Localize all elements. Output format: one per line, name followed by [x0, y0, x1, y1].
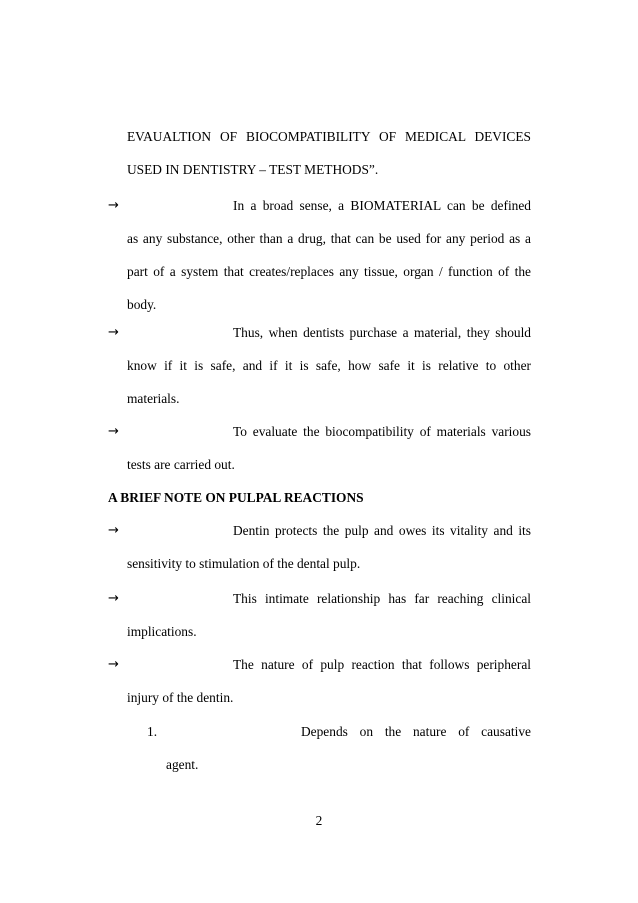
bullet-5-lead: This intimate relationship has far reaching clinical — [233, 591, 531, 606]
arrow-icon: → — [108, 325, 119, 340]
section-heading: A BRIEF NOTE ON PULPAL REACTIONS — [108, 490, 364, 505]
page-number: 2 — [315, 813, 323, 828]
arrow-icon: → — [108, 657, 119, 672]
bullet-2-line-1: know if it is safe, and if it is safe, how safe it is relative to other — [127, 358, 531, 373]
bullet-3-lead: To evaluate the biocompatibility of materials various — [233, 424, 531, 439]
title-line-1: EVAUALTION OF BIOCOMPATIBILITY OF MEDICAL DEVICES — [127, 129, 531, 144]
title-line-2: USED IN DENTISTRY – TEST METHODS”. — [127, 162, 379, 177]
bullet-2-lead: Thus, when dentists purchase a material, they should — [233, 325, 531, 340]
arrow-icon: → — [108, 198, 119, 213]
bullet-6-last: injury of the dentin. — [127, 690, 234, 705]
bullet-4-lead: Dentin protects the pulp and owes its vitality and its — [233, 523, 531, 538]
bullet-5-last: implications. — [127, 624, 197, 639]
arrow-icon: → — [108, 424, 119, 439]
bullet-1-lead: In a broad sense, a BIOMATERIAL can be defined — [233, 198, 531, 213]
bullet-1-line-1: as any substance, other than a drug, that can be used for any period as a — [127, 231, 531, 246]
bullet-1-line-2: part of a system that creates/replaces any tissue, organ / function of the — [127, 264, 531, 279]
bullet-2-last: materials. — [127, 391, 180, 406]
bullet-3-last: tests are carried out. — [127, 457, 235, 472]
numbered-item-continuation: agent. — [166, 757, 199, 772]
arrow-icon: → — [108, 591, 119, 606]
numbered-item-text: Depends on the nature of causative — [301, 724, 531, 739]
bullet-1-last: body. — [127, 297, 157, 312]
arrow-icon: → — [108, 523, 119, 538]
list-number: 1. — [147, 724, 158, 739]
bullet-4-last: sensitivity to stimulation of the dental pulp. — [127, 556, 361, 571]
bullet-6-lead: The nature of pulp reaction that follows peripheral — [233, 657, 531, 672]
